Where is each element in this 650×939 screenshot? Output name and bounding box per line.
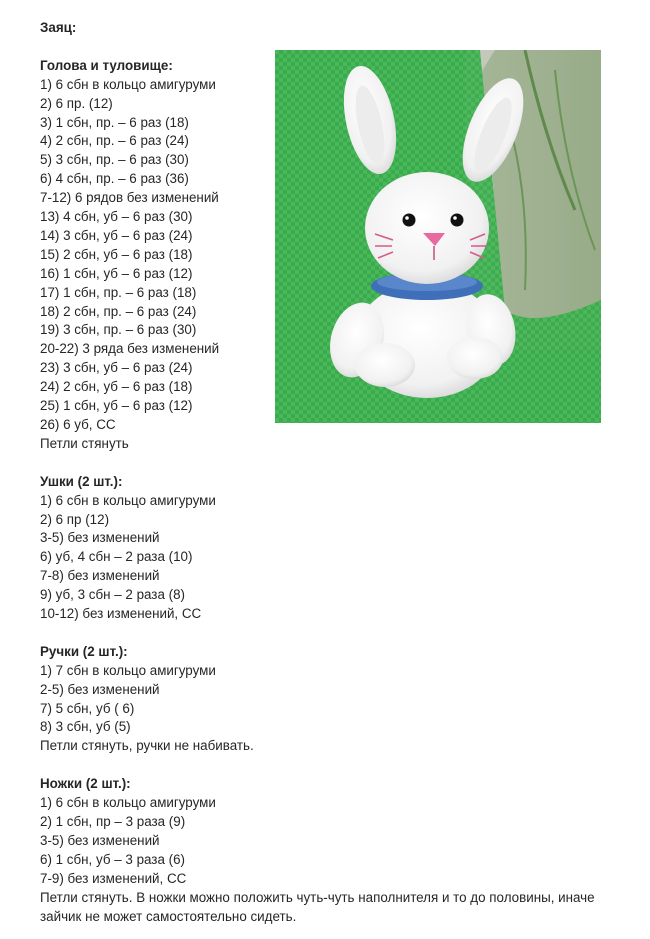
pattern-row: 2) 6 пр (12): [40, 511, 110, 527]
pattern-row: 8) 3 сбн, уб (5): [40, 719, 131, 735]
pattern-row: 7-12) 6 рядов без изменений: [40, 190, 219, 206]
pattern-row: 2) 6 пр. (12): [40, 95, 113, 111]
pattern-row: 1) 7 сбн в кольцо амигуруми: [40, 662, 216, 678]
pattern-row: 9) уб, 3 сбн – 2 раза (8): [40, 587, 185, 603]
legs-note: Петли стянуть. В ножки можно положить чуть-чуть наполнителя и то до половины, иначе зайчик не может самостоятельно сидеть.: [40, 889, 595, 924]
section-legs: [40, 775, 620, 926]
pattern-row: 1) 6 сбн в кольцо амигуруми: [40, 492, 216, 508]
pattern-row: 7) 5 сбн, уб ( 6): [40, 700, 135, 716]
pattern-row: 7-8) без изменений: [40, 568, 160, 584]
pattern-row: 18) 2 сбн, пр. – 6 раз (24): [40, 303, 197, 319]
section-heading: Ушки (2 шт.):: [40, 473, 123, 489]
pattern-row: 3-5) без изменений: [40, 832, 160, 848]
pattern-row: 1) 6 сбн в кольцо амигуруми: [40, 795, 216, 811]
pattern-row: 14) 3 сбн, уб – 6 раз (24): [40, 227, 193, 243]
pattern-title: Заяц:: [40, 20, 77, 35]
section-arms: [40, 643, 620, 756]
pattern-row: 26) 6 уб, СС: [40, 417, 116, 433]
pattern-row: 10-12) без изменений, СС: [40, 606, 202, 622]
pattern-row: Петли стянуть, ручки не набивать.: [40, 738, 254, 754]
pattern-row: 25) 1 сбн, уб – 6 раз (12): [40, 398, 193, 414]
section-heading: Ножки (2 шт.):: [40, 776, 131, 792]
pattern-row: 6) 1 сбн, уб – 3 раза (6): [40, 851, 185, 867]
pattern-row: 3-5) без изменений: [40, 530, 160, 546]
pattern-row: Петли стянуть: [40, 435, 129, 451]
pattern-row: 2-5) без изменений: [40, 681, 160, 697]
section-heading: Голова и туловище:: [40, 57, 173, 73]
section-ears: [40, 473, 620, 624]
pattern-row: 24) 2 сбн, уб – 6 раз (18): [40, 379, 193, 395]
pattern-row: 16) 1 сбн, уб – 6 раз (12): [40, 265, 193, 281]
pattern-row: 20-22) 3 ряда без изменений: [40, 341, 220, 357]
pattern-row: 15) 2 сбн, уб – 6 раз (18): [40, 246, 193, 262]
pattern-row: 17) 1 сбн, пр. – 6 раз (18): [40, 284, 197, 300]
pattern-row: 13) 4 сбн, уб – 6 раз (30): [40, 209, 193, 225]
pattern-row: 5) 3 сбн, пр. – 6 раз (30): [40, 152, 189, 168]
pattern-row: 7-9) без изменений, СС: [40, 870, 187, 886]
pattern-row: 3) 1 сбн, пр. – 6 раз (18): [40, 114, 189, 130]
pattern-row: 6) уб, 4 сбн – 2 раза (10): [40, 549, 193, 565]
pattern-row: 6) 4 сбн, пр. – 6 раз (36): [40, 171, 189, 187]
pattern-row: 2) 1 сбн, пр – 3 раза (9): [40, 814, 186, 829]
pattern-row: 4) 2 сбн, пр. – 6 раз (24): [40, 133, 189, 149]
bunny-photo: [275, 50, 601, 423]
pattern-row: 23) 3 сбн, уб – 6 раз (24): [40, 360, 193, 376]
pattern-row: 1) 6 сбн в кольцо амигуруми: [40, 76, 216, 92]
pattern-row: 19) 3 сбн, пр. – 6 раз (30): [40, 322, 197, 338]
section-heading: Ручки (2 шт.):: [40, 643, 128, 659]
